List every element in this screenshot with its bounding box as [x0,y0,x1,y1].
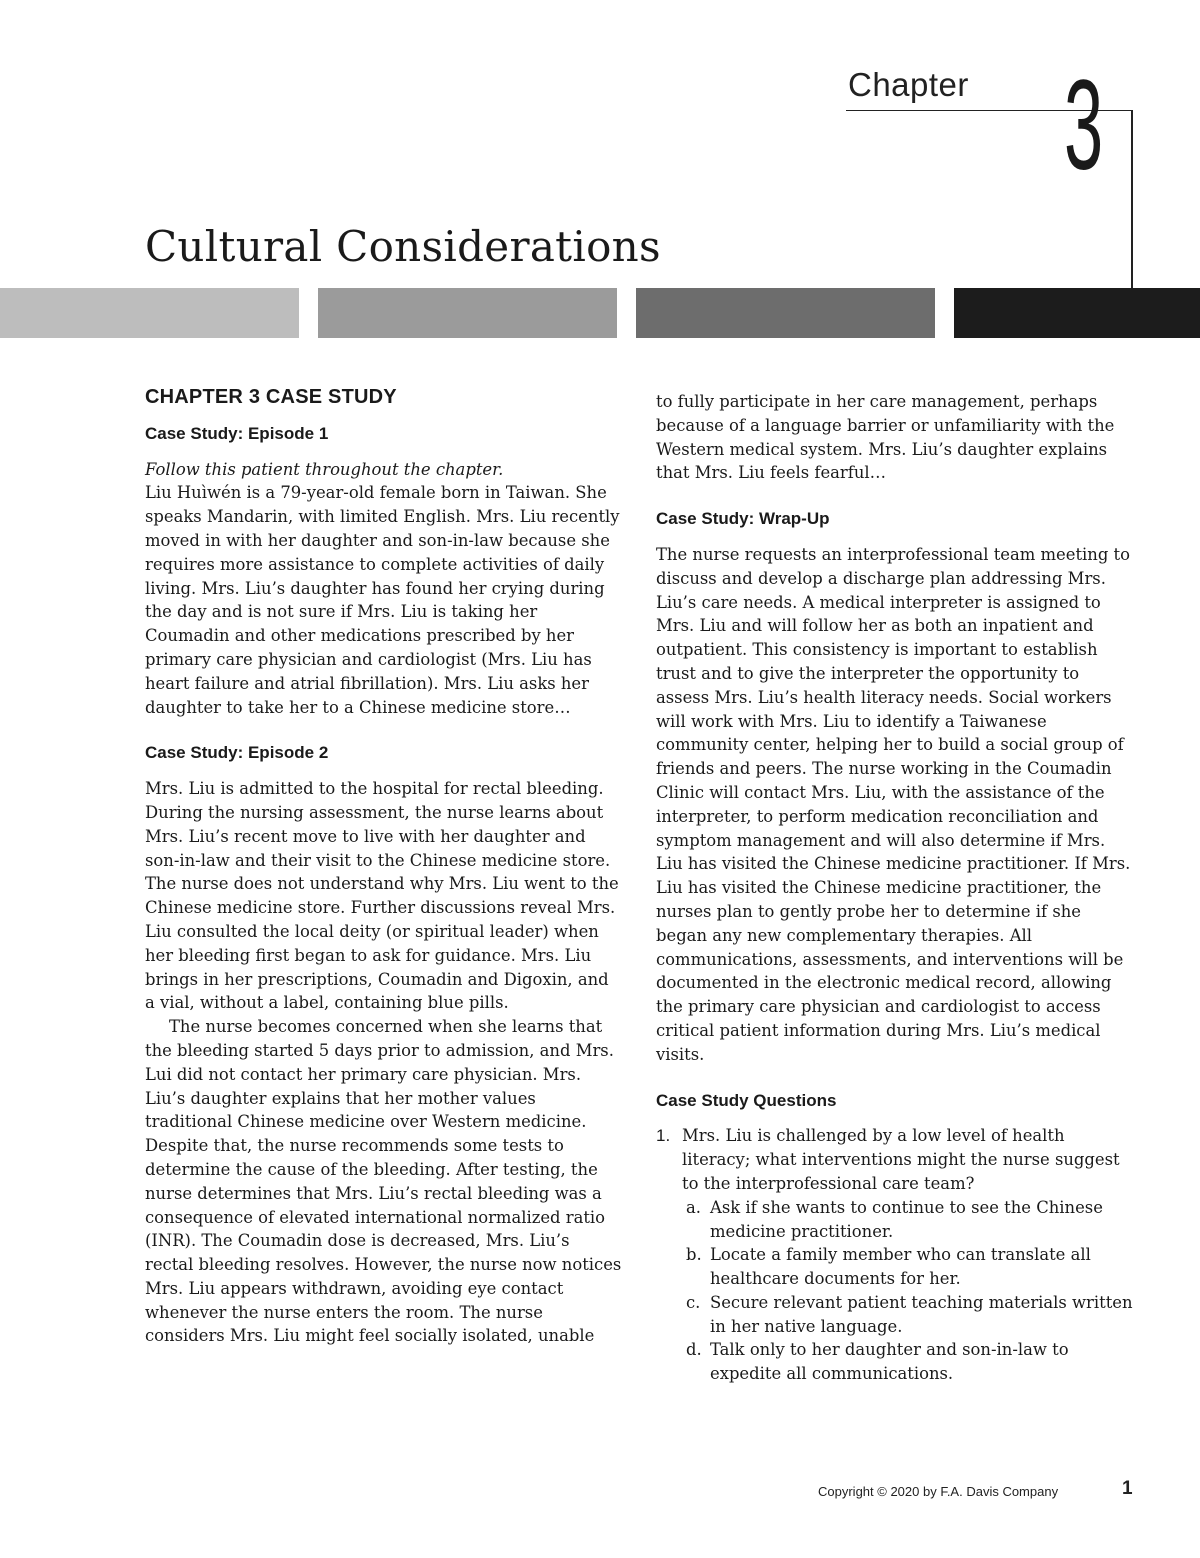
page-number: 1 [1122,1478,1133,1499]
right-column [656,390,1134,1386]
chapter-vertical-rule [1131,110,1133,288]
option-text: Locate a family member who can translate all healthcare documents for her. [710,1245,1091,1289]
option-letter: b. [686,1245,702,1265]
episode2-heading: Case Study: Episode 2 [145,743,329,763]
episode2-para2-continued: to fully participate in her care management, perhaps because of a language barrier or unfamiliarity with the Western medical system. Mrs. Liu’s daughter explains that Mrs. Liu feels fearful… [656,392,1115,483]
chapter-label: Chapter [848,66,969,103]
episode2-para2: The nurse becomes concerned when she learns that the bleeding started 5 days prior to admission, and Mrs. Lui did not contact her primary care physician. Mrs. Liu’s daughter explains that her mother values traditional Chinese medicine over Western medicine. Despite that, the nurse recommends some tests to determine the cause of the bleeding. After testing, the nurse determines that Mrs. Liu’s rectal bleeding was a consequence of elevated international normalized ratio (INR). The Coumadin dose is decreased, Mrs. Liu’s rectal bleeding resolves. However, the nurse now notices Mrs. Liu appears withdrawn, avoiding eye contact whenever the nurse enters the room. The nurse considers Mrs. Liu might feel socially isolated, unable [145,1017,622,1346]
band-segment-black [954,288,1200,338]
band-segment-light [0,288,299,338]
answer-option-a [682,1196,1134,1244]
wrap-up-body: The nurse requests an interprofessional team meeting to discuss and develop a discharge plan addressing Mrs. Liu’s care needs. A medical interpreter is assigned to Mrs. Liu and will follow her as both an inpatient and outpatient. This consistency is important to establish trust and to give the interpreter the opportunity to assess Mrs. Liu’s health literacy needs. Social workers will work with Mrs. Liu to identify a Taiwanese community center, helping her to build a social group of friends and peers. The nurse working in the Coumadin Clinic will contact Mrs. Liu, with the assistance of the interpreter, to perform medication reconciliation and symptom management and will also determine if Mrs. Liu has visited the Chinese medicine practitioner. If Mrs. Liu has visited the Chinese medicine practitioner, the nurses plan to gently probe her to determine if she began any new complementary therapies. All communications, assessments, and interventions will be documented in the electronic medical record, allowing the primary care physician and cardiologist to access critical patient information during Mrs. Liu’s medical visits. [656,544,1131,1064]
copyright-footer: Copyright © 2020 by F.A. Davis Company [818,1484,1059,1499]
option-text: Ask if she wants to continue to see the Chinese medicine practitioner. [710,1197,1103,1241]
band-segment-dark [636,288,935,338]
episode1-intro: Follow this patient throughout the chapter. [145,459,504,479]
answer-option-d [682,1338,1134,1386]
left-column [145,386,623,1348]
wrap-up-heading: Case Study: Wrap-Up [656,509,830,529]
answer-option-b [682,1243,1134,1291]
option-text: Secure relevant patient teaching materials written in her native language. [710,1292,1133,1336]
option-letter: a. [686,1197,701,1217]
option-text: Talk only to her daughter and son-in-law to expedite all communications. [710,1340,1069,1384]
questions-list [656,1124,1134,1386]
answer-options [682,1196,1134,1386]
question-number: 1. [656,1126,671,1146]
option-letter: d. [686,1340,702,1360]
questions-heading: Case Study Questions [656,1090,837,1110]
chapter-number: 3 [1064,54,1104,197]
answer-option-c [682,1291,1134,1339]
episode1-heading: Case Study: Episode 1 [145,423,329,443]
episode2-para1: Mrs. Liu is admitted to the hospital for rectal bleeding. During the nursing assessment, the nurse learns about Mrs. Liu’s recent move to live with her daughter and son-in-law and their visit to the Chinese medicine store. The nurse does not understand why Mrs. Liu went to the Chinese medicine store. Further discussions reveal Mrs. Liu consulted the local deity (or spiritual leader) when her bleeding first began to ask for guidance. Mrs. Liu brings in her prescriptions, Coumadin and Digoxin, and a vial, without a label, containing blue pills. [145,779,619,1013]
question-item [656,1124,1134,1386]
episode1-body: Liu Huìwén is a 79-year-old female born in Taiwan. She speaks Mandarin, with limited English. Mrs. Liu recently moved in with her daughter and son-in-law because she requires more assistance to complete activities of daily living. Mrs. Liu’s daughter has found her crying during the day and is not sure if Mrs. Liu is taking her Coumadin and other medications prescribed by her primary care physician and cardiologist (Mrs. Liu has heart failure and atrial fibrillation). Mrs. Liu asks her daughter to take her to a Chinese medicine store… [145,483,620,717]
option-letter: c. [686,1292,701,1312]
case-study-heading: CHAPTER 3 CASE STUDY [145,386,397,408]
question-text: Mrs. Liu is challenged by a low level of health literacy; what interventions might the nurse suggest to the interprofessional care team? [682,1126,1120,1193]
band-segment-mid [318,288,617,338]
chapter-title: Cultural Considerations [145,222,661,271]
